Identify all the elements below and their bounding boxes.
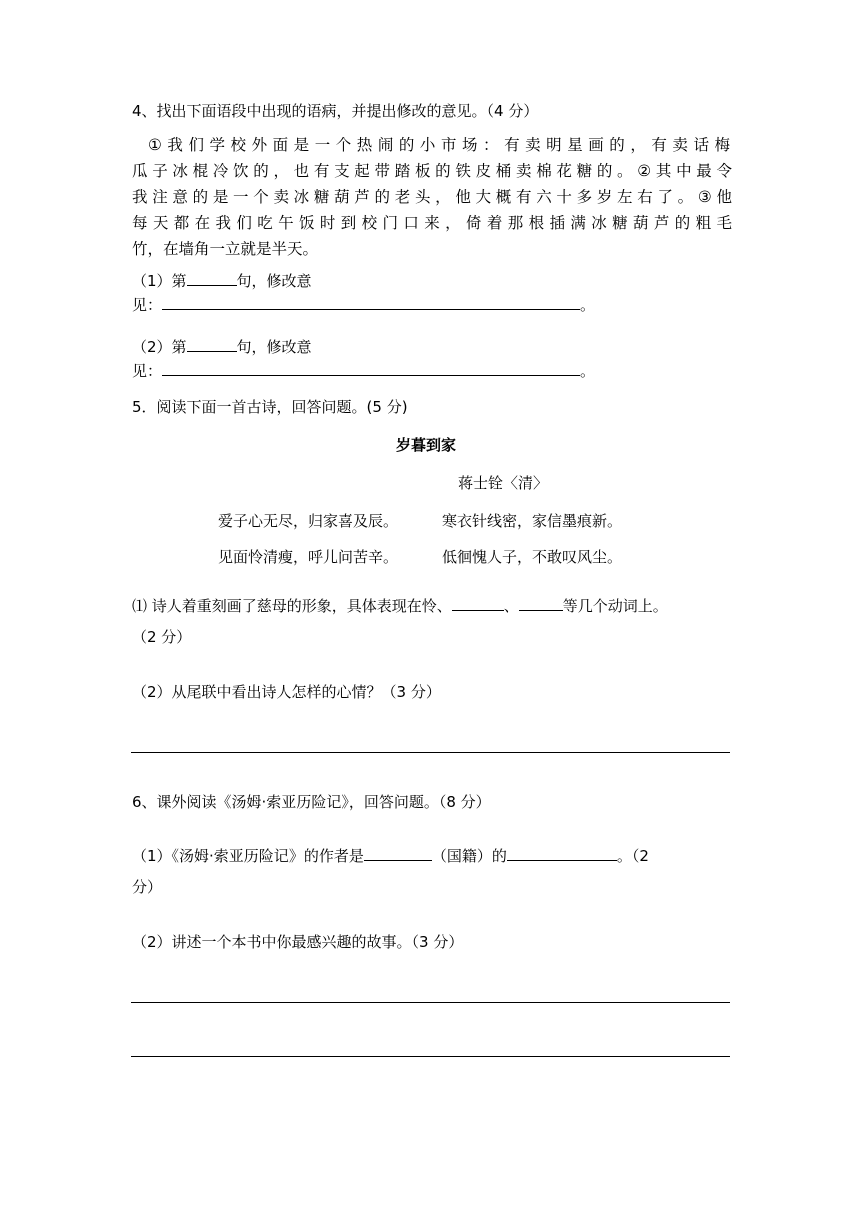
q6-sub1: （1）《汤姆·索亚历险记》的作者是 （国籍）的 。（2 xyxy=(132,847,649,865)
blank-revision-2[interactable] xyxy=(162,361,580,376)
answer-line-q6-1[interactable] xyxy=(131,1002,730,1003)
passage-line-4: 每天都在我们吃午饭时到校门口来，倚着那根插满冰糖葫芦的粗毛 xyxy=(132,214,732,232)
q6-heading: 6、课外阅读《汤姆·索亚历险记》，回答问题。（8 分） xyxy=(132,793,491,811)
q4-passage xyxy=(148,132,730,158)
blank-verb-2[interactable] xyxy=(519,596,563,611)
q5-sub1: ⑴ 诗人着重刻画了慈母的形象，具体表现在怜、 、 等几个动词上。 xyxy=(132,597,668,615)
blank-sentence-number-2[interactable] xyxy=(187,337,237,352)
blank-nationality[interactable] xyxy=(364,846,432,861)
poem-line-1a: 爱子心无尽，归家喜及辰。 xyxy=(218,512,399,530)
q4-item1-line2: 见： 。 xyxy=(132,296,596,314)
q4-item2-line2: 见： 。 xyxy=(132,362,596,380)
passage-line-2: 瓜子冰棍冷饮的，也有支起带踏板的铁皮桶卖棉花糖的。②其中最令 xyxy=(132,162,732,180)
answer-line-q5[interactable] xyxy=(131,752,730,753)
q4-passage-rest xyxy=(132,158,732,262)
passage-line-1: ①我们学校外面是一个热闹的小市场：有卖明星画的，有卖话梅 xyxy=(148,136,730,154)
q4-item1-line1: （1）第 句，修改意 xyxy=(132,272,312,290)
poem-title: 岁暮到家 xyxy=(396,436,457,454)
answer-line-q6-2[interactable] xyxy=(131,1056,730,1057)
passage-line-5: 竹，在墙角一立就是半天。 xyxy=(132,240,319,258)
q5-heading: 5．阅读下面一首古诗，回答问题。(5 分) xyxy=(132,398,408,416)
poem-line-2b: 低徊愧人子，不敢叹风尘。 xyxy=(442,548,623,566)
q6-sub2: （2）讲述一个本书中你最感兴趣的故事。（3 分） xyxy=(132,933,464,951)
passage-line-3: 我注意的是一个卖冰糖葫芦的老头，他大概有六十多岁左右了。③他 xyxy=(132,188,732,206)
q6-sub1-score: 分） xyxy=(132,878,163,896)
blank-author[interactable] xyxy=(507,846,617,861)
q4-item2-line1: （2）第 句，修改意 xyxy=(132,338,312,356)
poem-author: 蒋士铨〈清〉 xyxy=(458,474,549,492)
poem-line-1b: 寒衣针线密，家信墨痕新。 xyxy=(442,512,623,530)
q5-sub1-score: （2 分） xyxy=(132,628,192,646)
q5-sub2: （2）从尾联中看出诗人怎样的心情？（3 分） xyxy=(132,683,441,701)
poem-line-2a: 见面怜清瘦，呼儿问苦辛。 xyxy=(218,548,399,566)
blank-sentence-number-1[interactable] xyxy=(187,271,237,286)
blank-verb-1[interactable] xyxy=(452,596,504,611)
q4-heading: 4、找出下面语段中出现的语病，并提出修改的意见。（4 分） xyxy=(132,102,539,120)
blank-revision-1[interactable] xyxy=(162,295,580,310)
